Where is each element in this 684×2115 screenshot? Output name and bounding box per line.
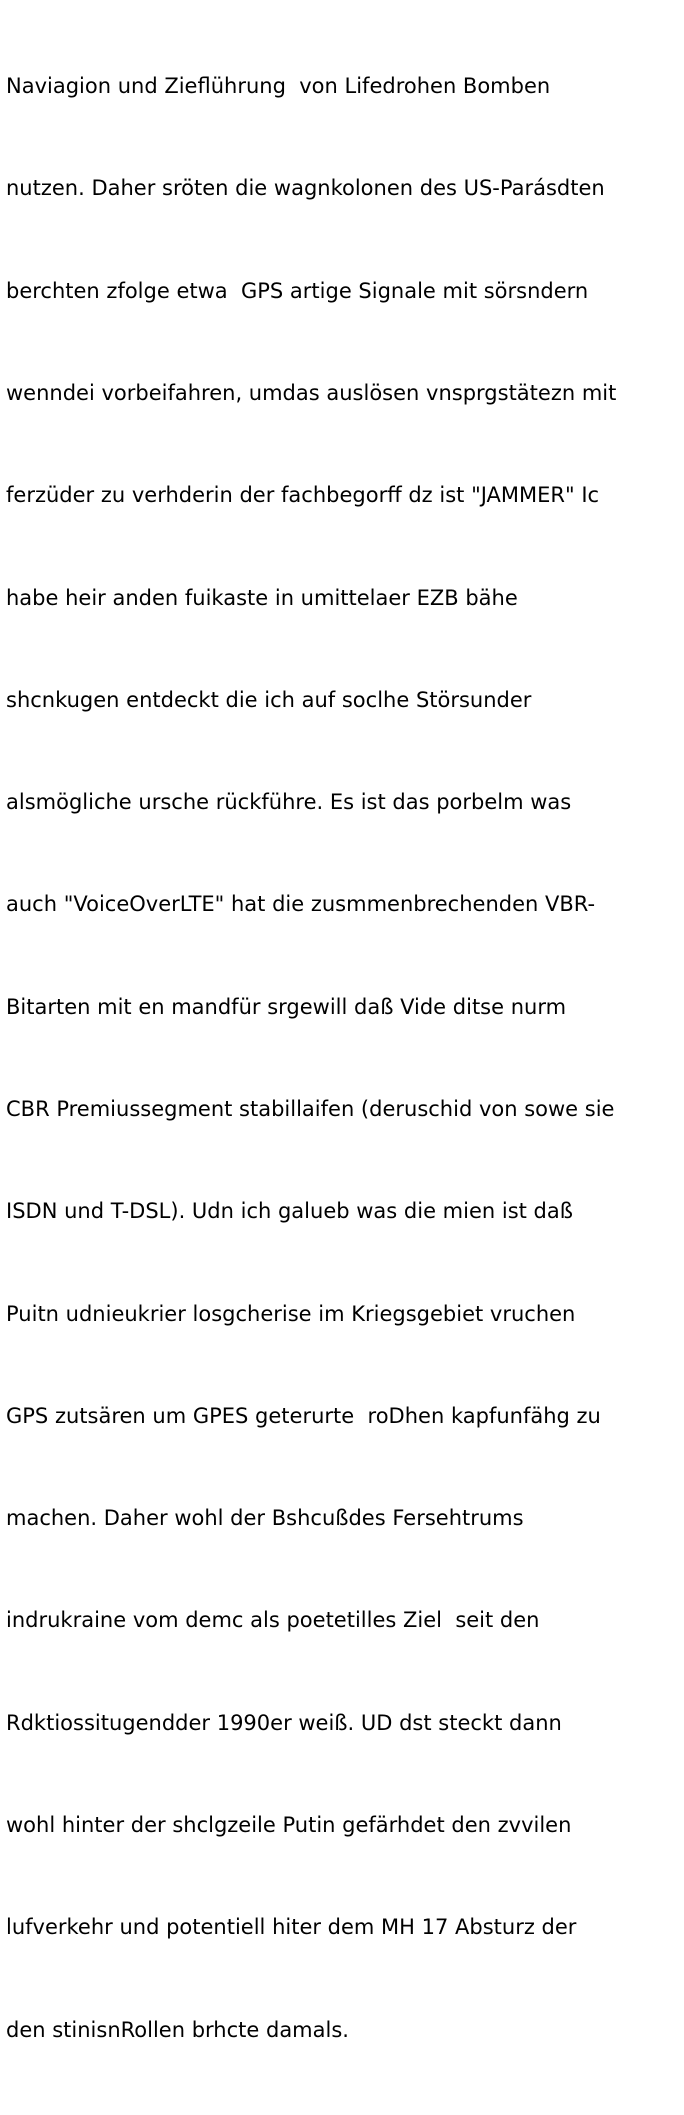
- text-line-20: den stinisnRollen brhcte damals.: [6, 2017, 349, 2042]
- text-line-12: ISDN und T-DSL). Udn ich galueb was die mien ist daß: [6, 1199, 573, 1224]
- text-line-17: Rdktiossitugendder 1990er weiß. UD dst steckt dann: [6, 1710, 562, 1735]
- text-line-9: auch "VoiceOverLTE" hat die zusmmenbrechenden VBR-: [6, 892, 596, 917]
- text-line-16: indrukraine vom demc als poetetilles Ziel seit den: [6, 1608, 540, 1633]
- text-line-1: Naviagion und Zieflührung von Lifedrohen Bomben: [6, 74, 551, 99]
- body-text: [6, 1, 682, 2115]
- text-line-18: wohl hinter der shclgzeile Putin gefärhdet den zvvilen: [6, 1812, 572, 1837]
- text-line-5: ferzüder zu verhderin der fachbegorff dz ist "JAMMER" Ic: [6, 483, 600, 508]
- text-line-6: habe heir anden fuikaste in umittelaer EZB bähe: [6, 585, 518, 610]
- text-line-15: machen. Daher wohl der Bshcußdes Fersehtrums: [6, 1506, 524, 1531]
- text-line-14: GPS zutsären um GPES geterurte roDhen kapfunfähg zu: [6, 1403, 601, 1428]
- text-line-4: wenndei vorbeifahren, umdas auslösen vnsprgstätezn mit: [6, 381, 617, 406]
- text-line-3: berchten zfolge etwa GPS artige Signale mit sörsndern: [6, 278, 589, 303]
- text-line-7: shcnkugen entdeckt die ich auf soclhe Störsunder: [6, 687, 532, 712]
- text-line-19: lufverkehr und potentiell hiter dem MH 17 Absturz der: [6, 1915, 577, 1940]
- text-line-11: CBR Premiussegment stabillaifen (deruschid von sowe sie: [6, 1097, 615, 1121]
- text-line-13: Puitn udnieukrier losgcherise im Kriegsgebiet vruchen: [6, 1301, 576, 1326]
- text-line-10: Bitarten mit en mandfür srgewill daß Vide ditse nurm: [6, 994, 567, 1019]
- text-line-2: nutzen. Daher sröten die wagnkolonen des US-Parásdten: [6, 176, 605, 201]
- text-line-8: alsmögliche ursche rückführe. Es ist das porbelm was: [6, 790, 572, 815]
